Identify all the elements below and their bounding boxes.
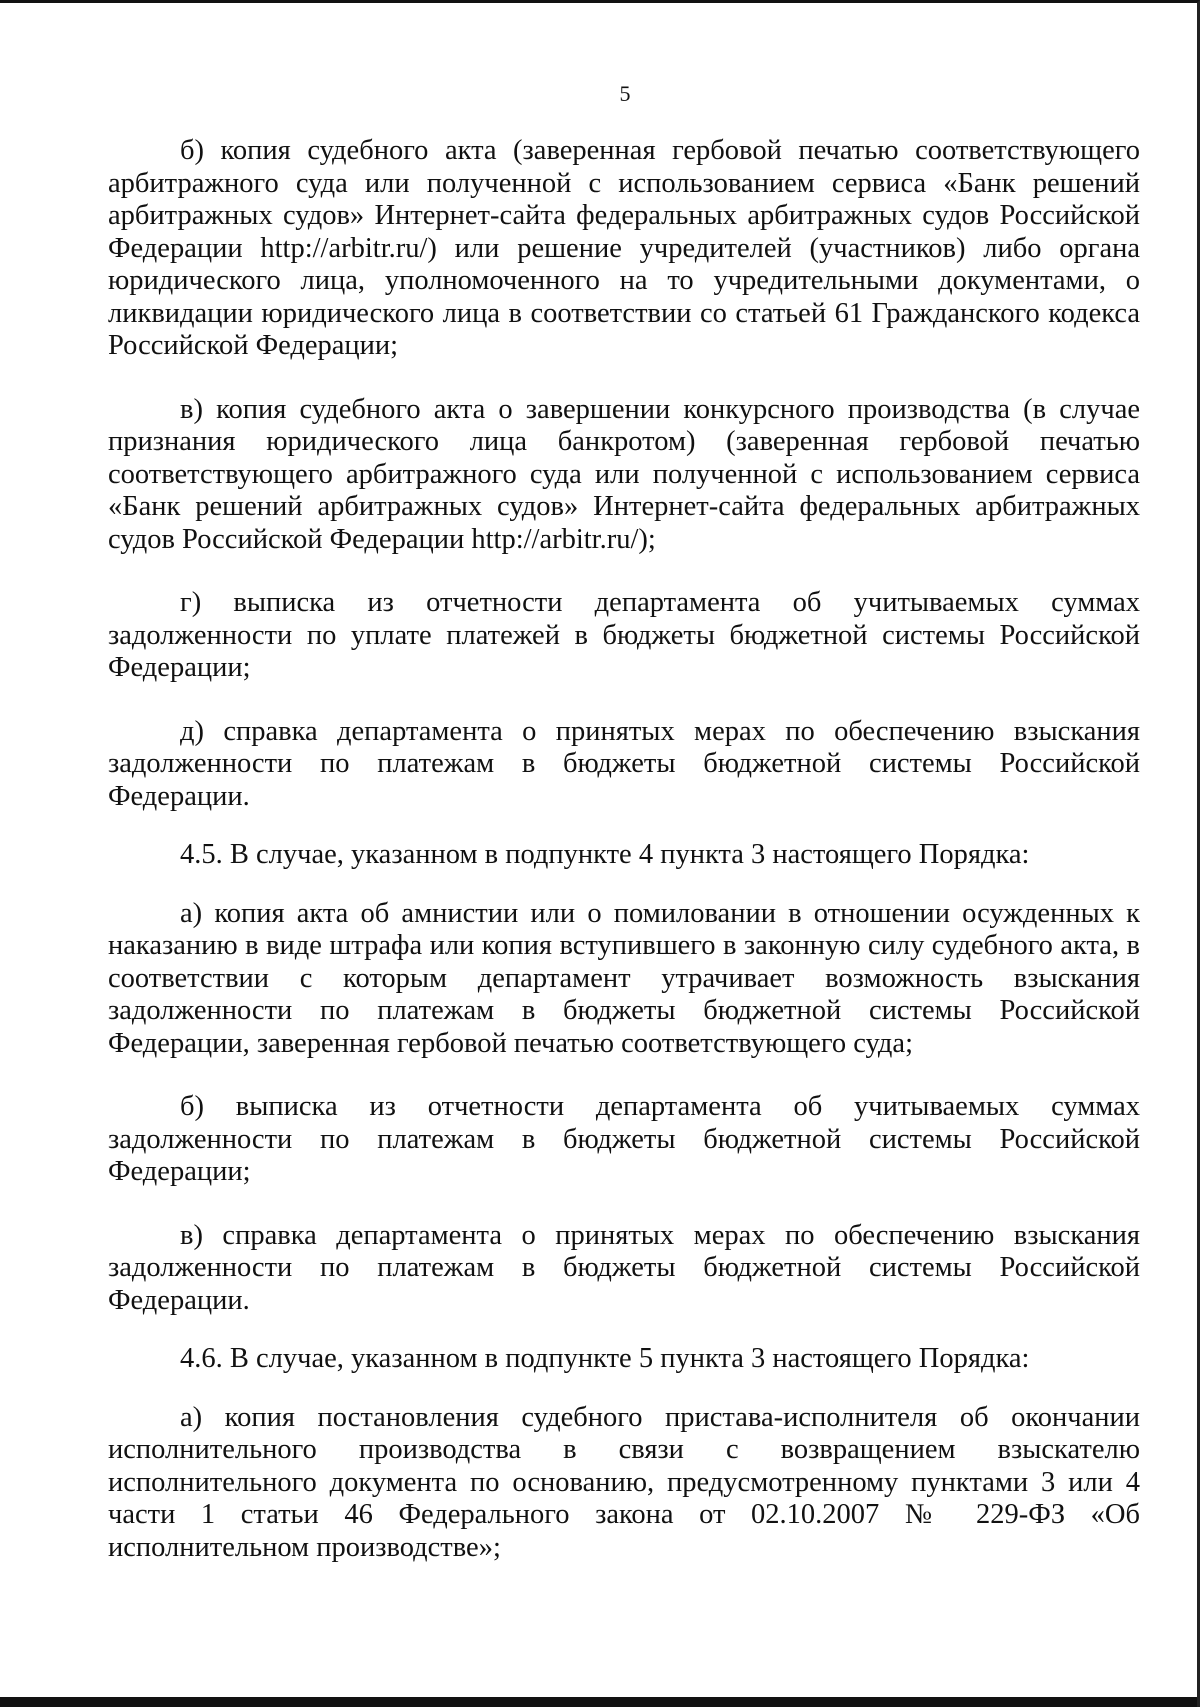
paragraph-g-reporting-extract: г) выписка из отчетности департамента об учитываемых суммах задолженности по уплате платежей в бюджеты бюджетной системы Российской Федерации; [108, 587, 1140, 683]
document-body [108, 135, 1140, 1564]
paragraph-a-amnesty-act-copy: а) копия акта об амнистии или о помиловании в отношении осужденных к наказанию в виде штрафа или копия вступившего в законную силу судебного акта, в соответствии с которым департамент утрачивает возможность взыскания задолженности по платежам в бюджеты бюджетной системы Российской Федерации, заверенная гербовой печатью соответствующего суда; [108, 897, 1140, 1059]
scan-bottom-edge [0, 1697, 1200, 1707]
paragraph-b-court-act-copy: б) копия судебного акта (заверенная гербовой печатью соответствующего арбитражного суда или полученной с использованием сервиса «Банк решений арбитражных судов» Интернет-сайта федеральных арбитражных судов Российской Федерации http://arbitr.ru/) или решение учредителей (участников) либо органа юридического лица, уполномоченного на то учредительными документами, о ликвидации юридического лица в соответствии со статьей 61 Гражданского кодекса Российской Федерации; [108, 135, 1140, 361]
section-4-5-heading: 4.5. В случае, указанном в подпункте 4 пункта 3 настоящего Порядка: [180, 839, 1030, 870]
page-number: 5 [619, 81, 631, 106]
section-4-6-heading: 4.6. В случае, указанном в подпункте 5 пункта 3 настоящего Порядка: [180, 1343, 1030, 1374]
paragraph-d-department-certificate: д) справка департамента о принятых мерах по обеспечению взыскания задолженности по платежам в бюджеты бюджетной системы Российской Федерации. [108, 715, 1140, 812]
paragraph-v-bankruptcy-act-copy: в) копия судебного акта о завершении конкурсного производства (в случае признания юридического лица банкротом) (заверенная гербовой печатью соответствующего арбитражного суда или полученной с использованием сервиса «Банк решений арбитражных судов» Интернет-сайта федеральных арбитражных судов Российской Федерации http://arbitr.ru/); [108, 393, 1140, 555]
paragraph-b-reporting-extract: б) выписка из отчетности департамента об учитываемых суммах задолженности по платежам в бюджеты бюджетной системы Российской Федерации; [108, 1091, 1140, 1187]
paragraph-a-bailiff-resolution-copy: а) копия постановления судебного пристава-исполнителя об окончании исполнительного производства в связи с возвращением взыскателю исполнительного документа по основанию, предусмотренному пунктами 3 или 4 части 1 статьи 46 Федерального закона от 02.10.2007 № 229-ФЗ «Об исполнительном производстве»; [108, 1401, 1140, 1563]
paragraph-v-department-certificate: в) справка департамента о принятых мерах по обеспечению взыскания задолженности по платежам в бюджеты бюджетной системы Российской Федерации. [108, 1219, 1140, 1316]
